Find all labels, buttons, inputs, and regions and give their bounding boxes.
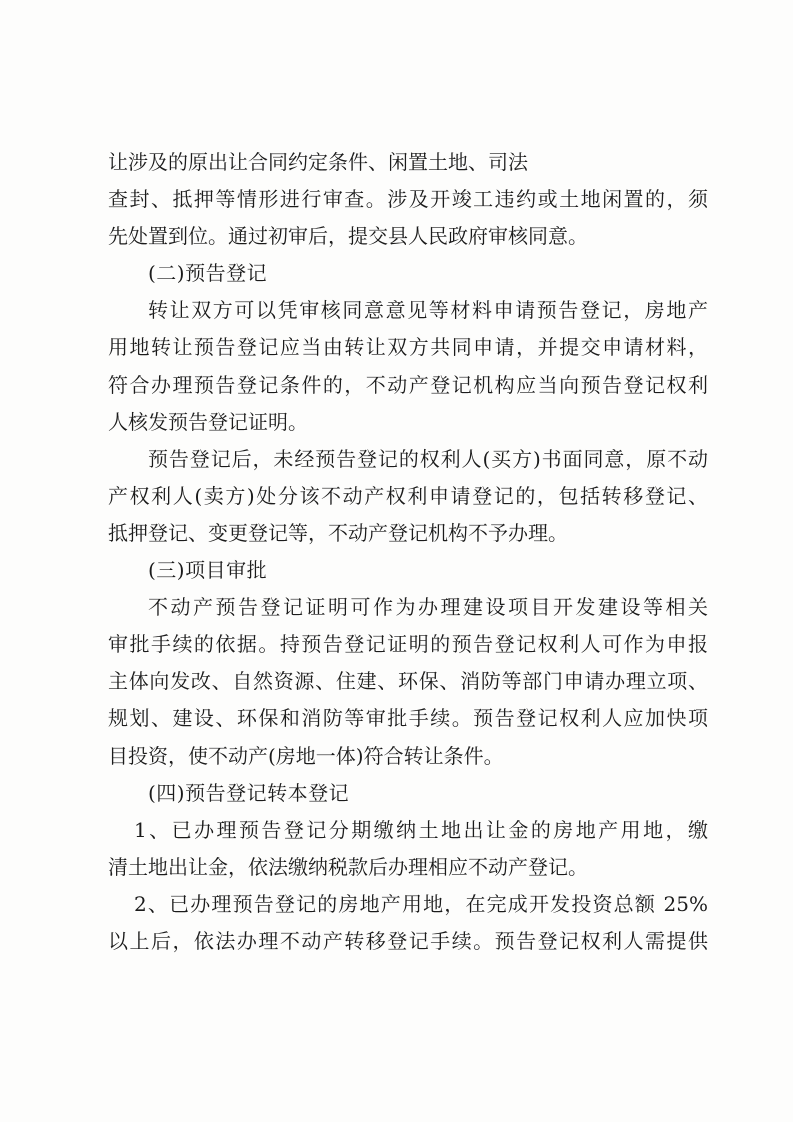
paragraph-line: 符合办理预告登记条件的，不动产登记机构应当向预告登记权利 <box>108 372 708 397</box>
section-heading: (四)预告登记转本登记 <box>148 780 350 805</box>
paragraph-line: 查封、抵押等情形进行审查。涉及开竣工违约或土地闲置的，须 <box>108 187 708 212</box>
paragraph-line: 转让双方可以凭审核同意意见等材料申请预告登记，房地产 <box>148 298 708 323</box>
paragraph-line: 以上后，依法办理不动产转移登记手续。预告登记权利人需提供 <box>108 928 708 953</box>
paragraph-line: 目投资，使不动产(房地一体)符合转让条件。 <box>108 743 504 768</box>
section-heading: (二)预告登记 <box>148 261 268 286</box>
paragraph-line: 清土地出让金，依法缴纳税款后办理相应不动产登记。 <box>108 854 588 879</box>
section-heading: (三)项目审批 <box>148 558 268 583</box>
paragraph-line: 2、已办理预告登记的房地产用地，在完成开发投资总额 25% <box>134 891 708 916</box>
paragraph-line: 抵押登记、变更登记等，不动产登记机构不予办理。 <box>108 520 568 545</box>
paragraph-line: 人核发预告登记证明。 <box>108 409 308 434</box>
paragraph-line: 让涉及的原出让合同约定条件、闲置土地、司法 <box>108 150 528 174</box>
paragraph-line: 主体向发改、自然资源、住建、环保、消防等部门申请办理立项、 <box>108 669 708 694</box>
paragraph-line: 预告登记后，未经预告登记的权利人(买方)书面同意，原不动 <box>148 446 708 471</box>
paragraph-line: 不动产预告登记证明可作为办理建设项目开发建设等相关 <box>148 595 708 620</box>
paragraph-line: 审批手续的依据。持预告登记证明的预告登记权利人可作为申报 <box>108 632 708 657</box>
paragraph-line: 1、已办理预告登记分期缴纳土地出让金的房地产用地，缴 <box>134 817 708 842</box>
document-body <box>108 144 708 960</box>
paragraph-line: 先处置到位。通过初审后，提交县人民政府审核同意。 <box>108 224 588 249</box>
paragraph-line: 规划、建设、环保和消防等审批手续。预告登记权利人应加快项 <box>108 706 708 731</box>
paragraph-line: 用地转让预告登记应当由转让双方共同申请，并提交申请材料， <box>108 335 708 360</box>
paragraph-line: 产权利人(卖方)处分该不动产权利申请登记的，包括转移登记、 <box>108 483 708 508</box>
